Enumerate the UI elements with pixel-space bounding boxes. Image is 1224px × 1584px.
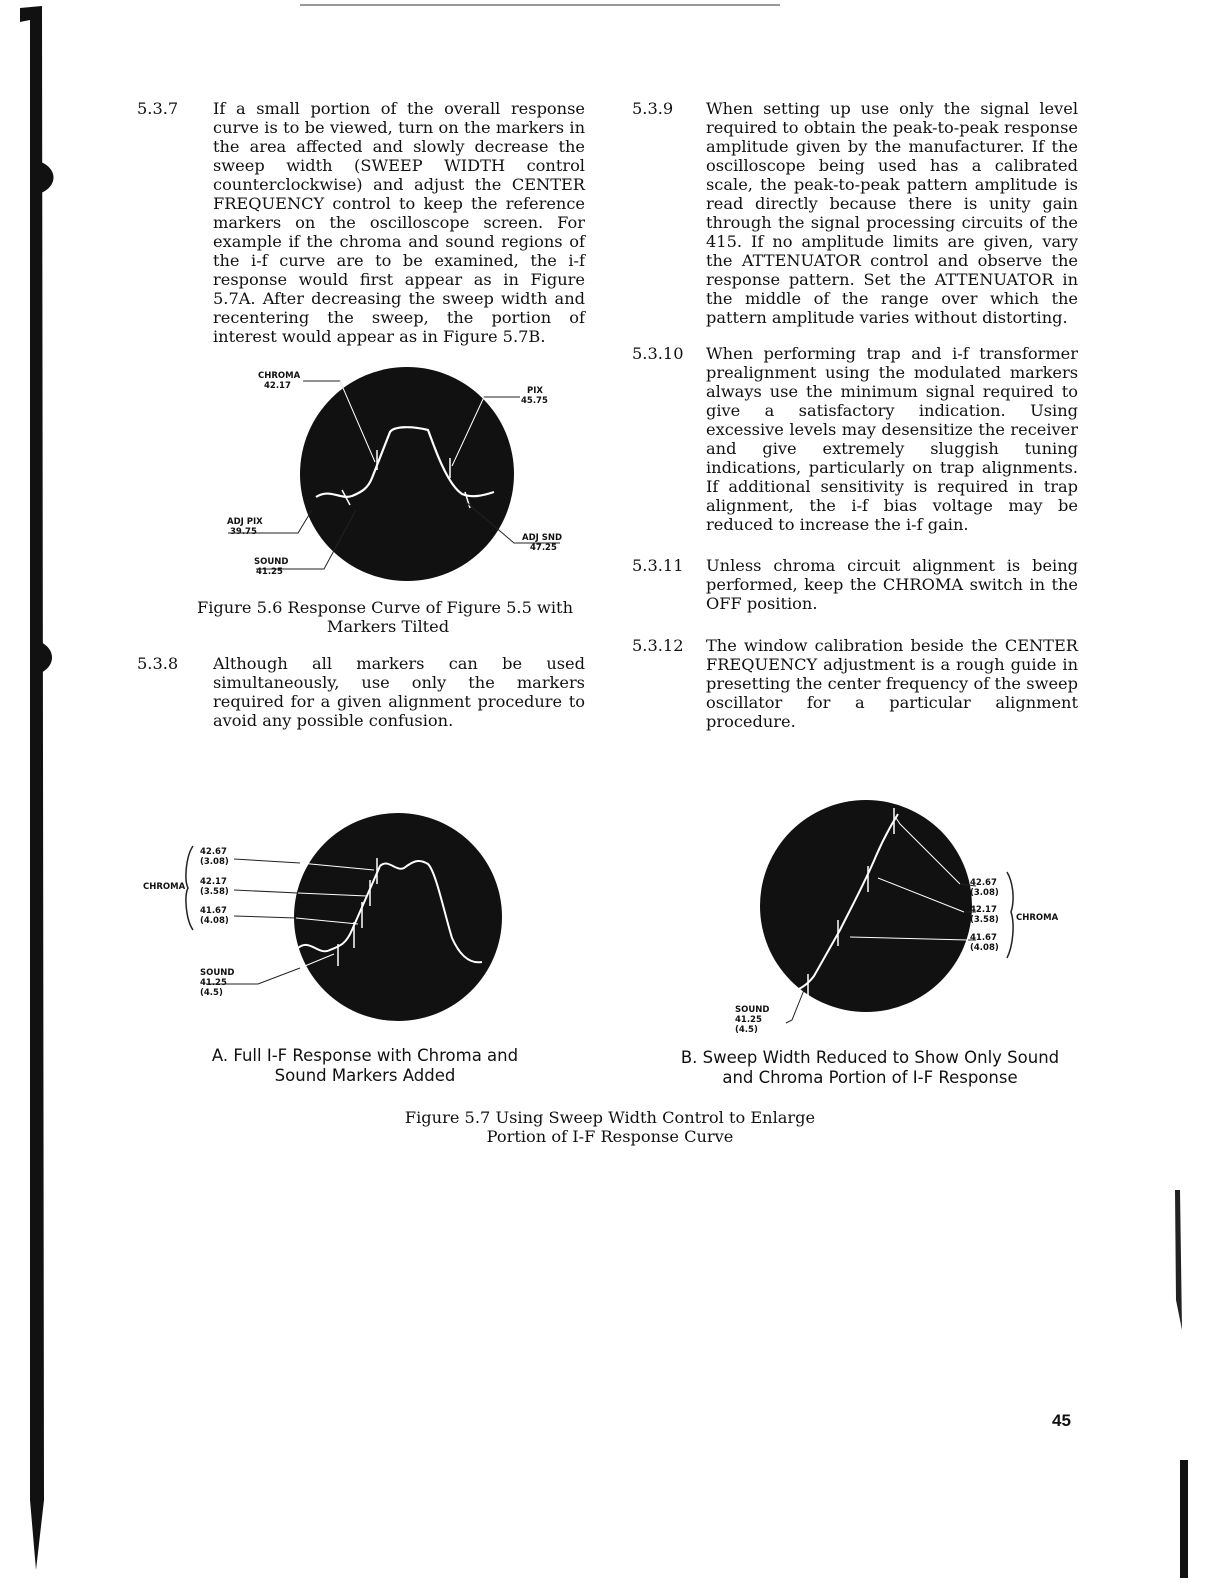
figure-5-6-caption-line1: Figure 5.6 Response Curve of Figure 5.5 with xyxy=(196,598,573,617)
sound-name: SOUND xyxy=(200,968,235,978)
label-pix-name: PIX xyxy=(527,386,543,396)
sound-offset: (4.5) xyxy=(200,988,223,998)
figure-5-7b-marker-2 xyxy=(970,905,999,925)
paragraph-number: 5.3.8 xyxy=(137,654,179,673)
figure-5-7b-subcaption xyxy=(655,1048,1085,1088)
sound-offset: (4.5) xyxy=(735,1025,758,1035)
figure-5-7b-marker-1 xyxy=(970,878,999,898)
paragraph-text: If a small portion of the overall response curve is to be viewed, turn on the markers in the area affected and slowly decrease the sweep width (SWEEP WIDTH control counterclockwise) and adjust the CENTER FREQUENCY control to keep the reference markers on the oscilloscope screen. For example if the chroma and sound regions of the i-f curve are to be examined, the i-f response would first appear as in Figure 5.7A. After decreasing the sweep width and recentering the sweep, the portion of interest would appear as in Figure 5.7B. xyxy=(213,99,585,346)
subcaption-line1: A. Full I-F Response with Chroma and xyxy=(211,1046,519,1065)
label-sound-name: SOUND xyxy=(254,557,289,567)
oscilloscope-screen-b xyxy=(760,800,972,1012)
sound-value: 41.25 xyxy=(200,978,227,988)
label-chroma-name: CHROMA xyxy=(258,371,301,381)
paragraph-text: The window calibration beside the CENTER FREQUENCY adjustment is a rough guide in presetting the center frequency of the sweep oscillator for a particular alignment procedure. xyxy=(706,636,1078,731)
marker-offset: (3.58) xyxy=(200,887,229,897)
subcaption-line2: Sound Markers Added xyxy=(274,1066,456,1085)
paragraph-number: 5.3.7 xyxy=(137,99,179,118)
label-pix-value: 45.75 xyxy=(521,396,548,406)
figure-5-7-caption-line1: Figure 5.7 Using Sweep Width Control to Enlarge xyxy=(404,1108,816,1127)
marker-offset: (3.58) xyxy=(970,915,999,925)
subcaption-line1: B. Sweep Width Reduced to Show Only Sound xyxy=(680,1048,1060,1067)
paragraph-text: When setting up use only the signal level required to obtain the peak-to-peak response amplitude given by the manufacturer. If the oscilloscope being used has a calibrated scale, the peak-to-peak pattern amplitude is read directly because there is unity gain through the signal processing circuits of the 415. If no amplitude limits are given, vary the ATTENUATOR control and observe the response pattern. Set the ATTENUATOR in the middle of the range over which the pattern amplitude varies without distorting. xyxy=(706,99,1078,327)
marker-freq: 41.67 xyxy=(970,933,997,943)
label-chroma-value: 42.17 xyxy=(264,381,291,391)
sound-name: SOUND xyxy=(735,1005,770,1015)
paragraph-number: 5.3.9 xyxy=(632,99,674,118)
figure-5-6-caption-line2: Markers Tilted xyxy=(326,617,450,636)
label-adj-pix-name: ADJ PIX xyxy=(227,517,263,527)
paragraph-text: When performing trap and i-f transformer prealignment using the modulated markers always use the minimum signal required to give a satisfactory indication. Using excessive levels may desensitize the receiver and give extremely sluggish tuning indications, particularly on trap alignments. If additional sensitivity is required in trap alignment, the i-f bias voltage may be reduced to increase the i-f gain. xyxy=(706,344,1078,534)
label-adj-snd-name: ADJ SND xyxy=(522,533,563,543)
marker-offset: (4.08) xyxy=(200,916,229,926)
marker-offset: (3.08) xyxy=(970,888,999,898)
paragraph-text: Unless chroma circuit alignment is being performed, keep the CHROMA switch in the OFF position. xyxy=(706,556,1078,613)
label-adj-pix-value: 39.75 xyxy=(230,527,257,537)
sound-value: 41.25 xyxy=(735,1015,762,1025)
marker-freq: 42.67 xyxy=(200,847,227,857)
figure-5-7-caption xyxy=(360,1108,860,1146)
marker-freq: 42.17 xyxy=(200,877,227,887)
paragraph-number: 5.3.11 xyxy=(632,556,684,575)
subcaption-line2: and Chroma Portion of I-F Response xyxy=(722,1068,1018,1087)
figure-5-7b-sound-label xyxy=(735,1005,769,1035)
marker-offset: (3.08) xyxy=(200,857,229,867)
figure-5-7b-chroma-label: CHROMA xyxy=(1016,913,1059,923)
figure-5-7b-marker-3 xyxy=(970,933,999,953)
paragraph-text: Although all markers can be used simultaneously, use only the markers required for a given alignment procedure to avoid any possible confusion. xyxy=(213,654,585,730)
marker-freq: 41.67 xyxy=(200,906,227,916)
figure-5-7-caption-line2: Portion of I-F Response Curve xyxy=(486,1127,734,1146)
marker-offset: (4.08) xyxy=(970,943,999,953)
marker-freq: 42.67 xyxy=(970,878,997,888)
chroma-brace-b xyxy=(1007,872,1013,958)
figure-5-7a-chroma-label: CHROMA xyxy=(143,882,186,892)
paragraph-number: 5.3.12 xyxy=(632,636,684,655)
paragraph-number: 5.3.10 xyxy=(632,344,684,363)
marker-freq: 42.17 xyxy=(970,905,997,915)
label-sound-value: 41.25 xyxy=(256,567,283,577)
label-adj-snd-value: 47.25 xyxy=(530,543,557,553)
page-number: 45 xyxy=(1052,1411,1071,1430)
